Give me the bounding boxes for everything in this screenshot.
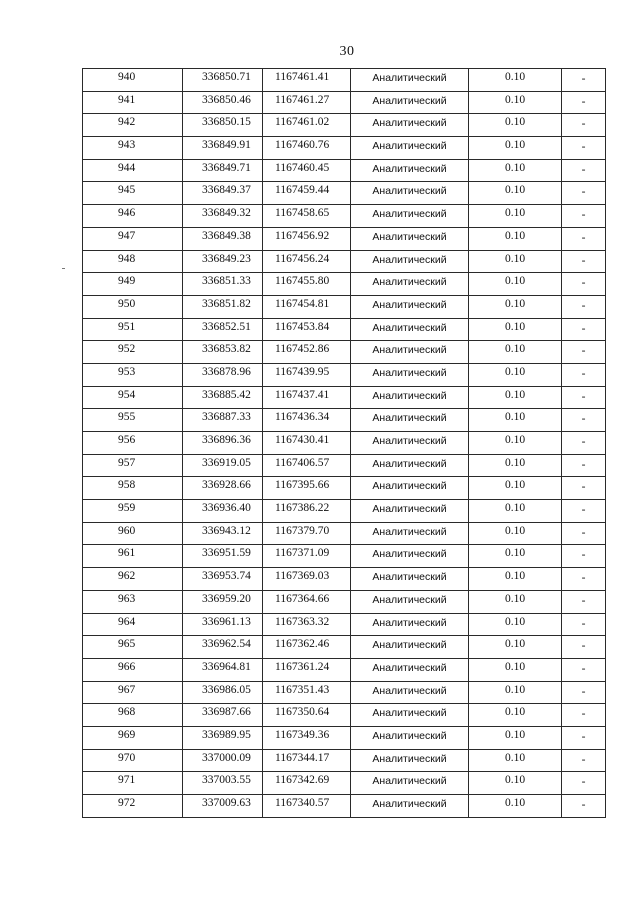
accuracy-cell: 0.10 <box>469 704 562 727</box>
x-coordinate-cell: 336896.36 <box>183 432 263 455</box>
method-cell: Аналитический <box>351 772 469 795</box>
coordinates-table <box>82 68 606 818</box>
y-coordinate-cell: 1167344.17 <box>263 749 351 772</box>
accuracy-cell: 0.10 <box>469 636 562 659</box>
accuracy-cell: 0.10 <box>469 545 562 568</box>
method-cell: Аналитический <box>351 227 469 250</box>
x-coordinate-cell: 336951.59 <box>183 545 263 568</box>
x-coordinate-cell: 336849.91 <box>183 137 263 160</box>
y-coordinate-cell: 1167350.64 <box>263 704 351 727</box>
table-row <box>83 568 606 591</box>
y-coordinate-cell: 1167456.24 <box>263 250 351 273</box>
method-cell: Аналитический <box>351 545 469 568</box>
point-number-cell: 960 <box>83 522 183 545</box>
method-cell: Аналитический <box>351 704 469 727</box>
note-cell: - <box>562 409 606 432</box>
y-coordinate-cell: 1167456.92 <box>263 227 351 250</box>
method-cell: Аналитический <box>351 273 469 296</box>
accuracy-cell: 0.10 <box>469 795 562 818</box>
point-number-cell: 956 <box>83 432 183 455</box>
point-number-cell: 968 <box>83 704 183 727</box>
x-coordinate-cell: 336851.82 <box>183 295 263 318</box>
x-coordinate-cell: 336961.13 <box>183 613 263 636</box>
x-coordinate-cell: 336986.05 <box>183 681 263 704</box>
y-coordinate-cell: 1167406.57 <box>263 454 351 477</box>
accuracy-cell: 0.10 <box>469 749 562 772</box>
point-number-cell: 952 <box>83 341 183 364</box>
point-number-cell: 971 <box>83 772 183 795</box>
table-row <box>83 545 606 568</box>
accuracy-cell: 0.10 <box>469 477 562 500</box>
accuracy-cell: 0.10 <box>469 91 562 114</box>
method-cell: Аналитический <box>351 205 469 228</box>
x-coordinate-cell: 336850.46 <box>183 91 263 114</box>
point-number-cell: 963 <box>83 590 183 613</box>
point-number-cell: 961 <box>83 545 183 568</box>
note-cell: - <box>562 613 606 636</box>
method-cell: Аналитический <box>351 636 469 659</box>
method-cell: Аналитический <box>351 795 469 818</box>
accuracy-cell: 0.10 <box>469 772 562 795</box>
note-cell: - <box>562 114 606 137</box>
accuracy-cell: 0.10 <box>469 681 562 704</box>
y-coordinate-cell: 1167371.09 <box>263 545 351 568</box>
table-row <box>83 341 606 364</box>
method-cell: Аналитический <box>351 613 469 636</box>
note-cell: - <box>562 227 606 250</box>
accuracy-cell: 0.10 <box>469 250 562 273</box>
y-coordinate-cell: 1167454.81 <box>263 295 351 318</box>
method-cell: Аналитический <box>351 681 469 704</box>
y-coordinate-cell: 1167461.02 <box>263 114 351 137</box>
method-cell: Аналитический <box>351 295 469 318</box>
accuracy-cell: 0.10 <box>469 409 562 432</box>
y-coordinate-cell: 1167342.69 <box>263 772 351 795</box>
method-cell: Аналитический <box>351 114 469 137</box>
method-cell: Аналитический <box>351 69 469 92</box>
note-cell: - <box>562 69 606 92</box>
point-number-cell: 942 <box>83 114 183 137</box>
x-coordinate-cell: 336853.82 <box>183 341 263 364</box>
note-cell: - <box>562 545 606 568</box>
table-row <box>83 636 606 659</box>
method-cell: Аналитический <box>351 137 469 160</box>
y-coordinate-cell: 1167460.76 <box>263 137 351 160</box>
note-cell: - <box>562 681 606 704</box>
accuracy-cell: 0.10 <box>469 522 562 545</box>
note-cell: - <box>562 363 606 386</box>
table-row <box>83 409 606 432</box>
x-coordinate-cell: 337000.09 <box>183 749 263 772</box>
table-row <box>83 522 606 545</box>
table-row <box>83 227 606 250</box>
point-number-cell: 944 <box>83 159 183 182</box>
y-coordinate-cell: 1167459.44 <box>263 182 351 205</box>
point-number-cell: 965 <box>83 636 183 659</box>
note-cell: - <box>562 568 606 591</box>
y-coordinate-cell: 1167436.34 <box>263 409 351 432</box>
page-number: 30 <box>339 44 355 59</box>
x-coordinate-cell: 336987.66 <box>183 704 263 727</box>
note-cell: - <box>562 341 606 364</box>
x-coordinate-cell: 336964.81 <box>183 658 263 681</box>
x-coordinate-cell: 336849.32 <box>183 205 263 228</box>
y-coordinate-cell: 1167369.03 <box>263 568 351 591</box>
table-row <box>83 386 606 409</box>
method-cell: Аналитический <box>351 341 469 364</box>
accuracy-cell: 0.10 <box>469 69 562 92</box>
method-cell: Аналитический <box>351 363 469 386</box>
accuracy-cell: 0.10 <box>469 137 562 160</box>
accuracy-cell: 0.10 <box>469 273 562 296</box>
note-cell: - <box>562 159 606 182</box>
note-cell: - <box>562 477 606 500</box>
accuracy-cell: 0.10 <box>469 613 562 636</box>
y-coordinate-cell: 1167364.66 <box>263 590 351 613</box>
accuracy-cell: 0.10 <box>469 500 562 523</box>
note-cell: - <box>562 749 606 772</box>
method-cell: Аналитический <box>351 522 469 545</box>
point-number-cell: 949 <box>83 273 183 296</box>
x-coordinate-cell: 336850.15 <box>183 114 263 137</box>
x-coordinate-cell: 336962.54 <box>183 636 263 659</box>
y-coordinate-cell: 1167452.86 <box>263 341 351 364</box>
table-row <box>83 137 606 160</box>
method-cell: Аналитический <box>351 726 469 749</box>
table-row <box>83 590 606 613</box>
table-row <box>83 704 606 727</box>
note-cell: - <box>562 704 606 727</box>
note-cell: - <box>562 205 606 228</box>
method-cell: Аналитический <box>351 250 469 273</box>
table-row <box>83 477 606 500</box>
point-number-cell: 946 <box>83 205 183 228</box>
accuracy-cell: 0.10 <box>469 318 562 341</box>
point-number-cell: 955 <box>83 409 183 432</box>
accuracy-cell: 0.10 <box>469 159 562 182</box>
accuracy-cell: 0.10 <box>469 454 562 477</box>
method-cell: Аналитический <box>351 91 469 114</box>
note-cell: - <box>562 500 606 523</box>
accuracy-cell: 0.10 <box>469 341 562 364</box>
point-number-cell: 958 <box>83 477 183 500</box>
method-cell: Аналитический <box>351 658 469 681</box>
x-coordinate-cell: 336849.37 <box>183 182 263 205</box>
table-row <box>83 363 606 386</box>
y-coordinate-cell: 1167362.46 <box>263 636 351 659</box>
x-coordinate-cell: 336928.66 <box>183 477 263 500</box>
point-number-cell: 959 <box>83 500 183 523</box>
point-number-cell: 951 <box>83 318 183 341</box>
accuracy-cell: 0.10 <box>469 363 562 386</box>
point-number-cell: 972 <box>83 795 183 818</box>
note-cell: - <box>562 726 606 749</box>
x-coordinate-cell: 336919.05 <box>183 454 263 477</box>
table-row <box>83 273 606 296</box>
y-coordinate-cell: 1167458.65 <box>263 205 351 228</box>
table-row <box>83 500 606 523</box>
point-number-cell: 967 <box>83 681 183 704</box>
y-coordinate-cell: 1167386.22 <box>263 500 351 523</box>
method-cell: Аналитический <box>351 432 469 455</box>
accuracy-cell: 0.10 <box>469 114 562 137</box>
point-number-cell: 948 <box>83 250 183 273</box>
y-coordinate-cell: 1167361.24 <box>263 658 351 681</box>
y-coordinate-cell: 1167453.84 <box>263 318 351 341</box>
method-cell: Аналитический <box>351 568 469 591</box>
point-number-cell: 940 <box>83 69 183 92</box>
method-cell: Аналитический <box>351 182 469 205</box>
note-cell: - <box>562 273 606 296</box>
method-cell: Аналитический <box>351 386 469 409</box>
accuracy-cell: 0.10 <box>469 182 562 205</box>
point-number-cell: 941 <box>83 91 183 114</box>
point-number-cell: 943 <box>83 137 183 160</box>
note-cell: - <box>562 250 606 273</box>
y-coordinate-cell: 1167437.41 <box>263 386 351 409</box>
x-coordinate-cell: 336852.51 <box>183 318 263 341</box>
y-coordinate-cell: 1167455.80 <box>263 273 351 296</box>
method-cell: Аналитический <box>351 454 469 477</box>
note-cell: - <box>562 658 606 681</box>
point-number-cell: 945 <box>83 182 183 205</box>
point-number-cell: 966 <box>83 658 183 681</box>
point-number-cell: 964 <box>83 613 183 636</box>
accuracy-cell: 0.10 <box>469 726 562 749</box>
accuracy-cell: 0.10 <box>469 432 562 455</box>
table-row <box>83 205 606 228</box>
table-row <box>83 159 606 182</box>
point-number-cell: 954 <box>83 386 183 409</box>
table-row <box>83 795 606 818</box>
point-number-cell: 962 <box>83 568 183 591</box>
x-coordinate-cell: 336887.33 <box>183 409 263 432</box>
point-number-cell: 969 <box>83 726 183 749</box>
x-coordinate-cell: 336849.38 <box>183 227 263 250</box>
x-coordinate-cell: 336878.96 <box>183 363 263 386</box>
accuracy-cell: 0.10 <box>469 205 562 228</box>
table-row <box>83 182 606 205</box>
note-cell: - <box>562 137 606 160</box>
x-coordinate-cell: 336849.71 <box>183 159 263 182</box>
x-coordinate-cell: 336953.74 <box>183 568 263 591</box>
note-cell: - <box>562 386 606 409</box>
y-coordinate-cell: 1167351.43 <box>263 681 351 704</box>
point-number-cell: 970 <box>83 749 183 772</box>
accuracy-cell: 0.10 <box>469 227 562 250</box>
note-cell: - <box>562 590 606 613</box>
x-coordinate-cell: 337009.63 <box>183 795 263 818</box>
table-row <box>83 613 606 636</box>
note-cell: - <box>562 522 606 545</box>
margin-mark <box>62 268 65 269</box>
table-row <box>83 749 606 772</box>
note-cell: - <box>562 795 606 818</box>
method-cell: Аналитический <box>351 318 469 341</box>
note-cell: - <box>562 636 606 659</box>
table-row <box>83 772 606 795</box>
accuracy-cell: 0.10 <box>469 590 562 613</box>
point-number-cell: 957 <box>83 454 183 477</box>
note-cell: - <box>562 295 606 318</box>
y-coordinate-cell: 1167461.41 <box>263 69 351 92</box>
note-cell: - <box>562 318 606 341</box>
y-coordinate-cell: 1167363.32 <box>263 613 351 636</box>
table-row <box>83 91 606 114</box>
accuracy-cell: 0.10 <box>469 386 562 409</box>
note-cell: - <box>562 91 606 114</box>
y-coordinate-cell: 1167439.95 <box>263 363 351 386</box>
table-row <box>83 681 606 704</box>
method-cell: Аналитический <box>351 409 469 432</box>
x-coordinate-cell: 336936.40 <box>183 500 263 523</box>
note-cell: - <box>562 432 606 455</box>
note-cell: - <box>562 182 606 205</box>
y-coordinate-cell: 1167340.57 <box>263 795 351 818</box>
accuracy-cell: 0.10 <box>469 568 562 591</box>
y-coordinate-cell: 1167430.41 <box>263 432 351 455</box>
table-row <box>83 250 606 273</box>
table-row <box>83 69 606 92</box>
y-coordinate-cell: 1167349.36 <box>263 726 351 749</box>
table-row <box>83 318 606 341</box>
method-cell: Аналитический <box>351 749 469 772</box>
table-row <box>83 454 606 477</box>
y-coordinate-cell: 1167461.27 <box>263 91 351 114</box>
point-number-cell: 950 <box>83 295 183 318</box>
table-row <box>83 295 606 318</box>
x-coordinate-cell: 336885.42 <box>183 386 263 409</box>
note-cell: - <box>562 772 606 795</box>
y-coordinate-cell: 1167379.70 <box>263 522 351 545</box>
method-cell: Аналитический <box>351 477 469 500</box>
x-coordinate-cell: 336851.33 <box>183 273 263 296</box>
point-number-cell: 953 <box>83 363 183 386</box>
table-row <box>83 726 606 749</box>
x-coordinate-cell: 337003.55 <box>183 772 263 795</box>
x-coordinate-cell: 336850.71 <box>183 69 263 92</box>
method-cell: Аналитический <box>351 500 469 523</box>
accuracy-cell: 0.10 <box>469 295 562 318</box>
x-coordinate-cell: 336959.20 <box>183 590 263 613</box>
point-number-cell: 947 <box>83 227 183 250</box>
x-coordinate-cell: 336943.12 <box>183 522 263 545</box>
y-coordinate-cell: 1167460.45 <box>263 159 351 182</box>
note-cell: - <box>562 454 606 477</box>
table-row <box>83 658 606 681</box>
method-cell: Аналитический <box>351 590 469 613</box>
table-row <box>83 114 606 137</box>
x-coordinate-cell: 336849.23 <box>183 250 263 273</box>
method-cell: Аналитический <box>351 159 469 182</box>
y-coordinate-cell: 1167395.66 <box>263 477 351 500</box>
x-coordinate-cell: 336989.95 <box>183 726 263 749</box>
accuracy-cell: 0.10 <box>469 658 562 681</box>
table-row <box>83 432 606 455</box>
coordinates-table-body <box>83 69 606 818</box>
